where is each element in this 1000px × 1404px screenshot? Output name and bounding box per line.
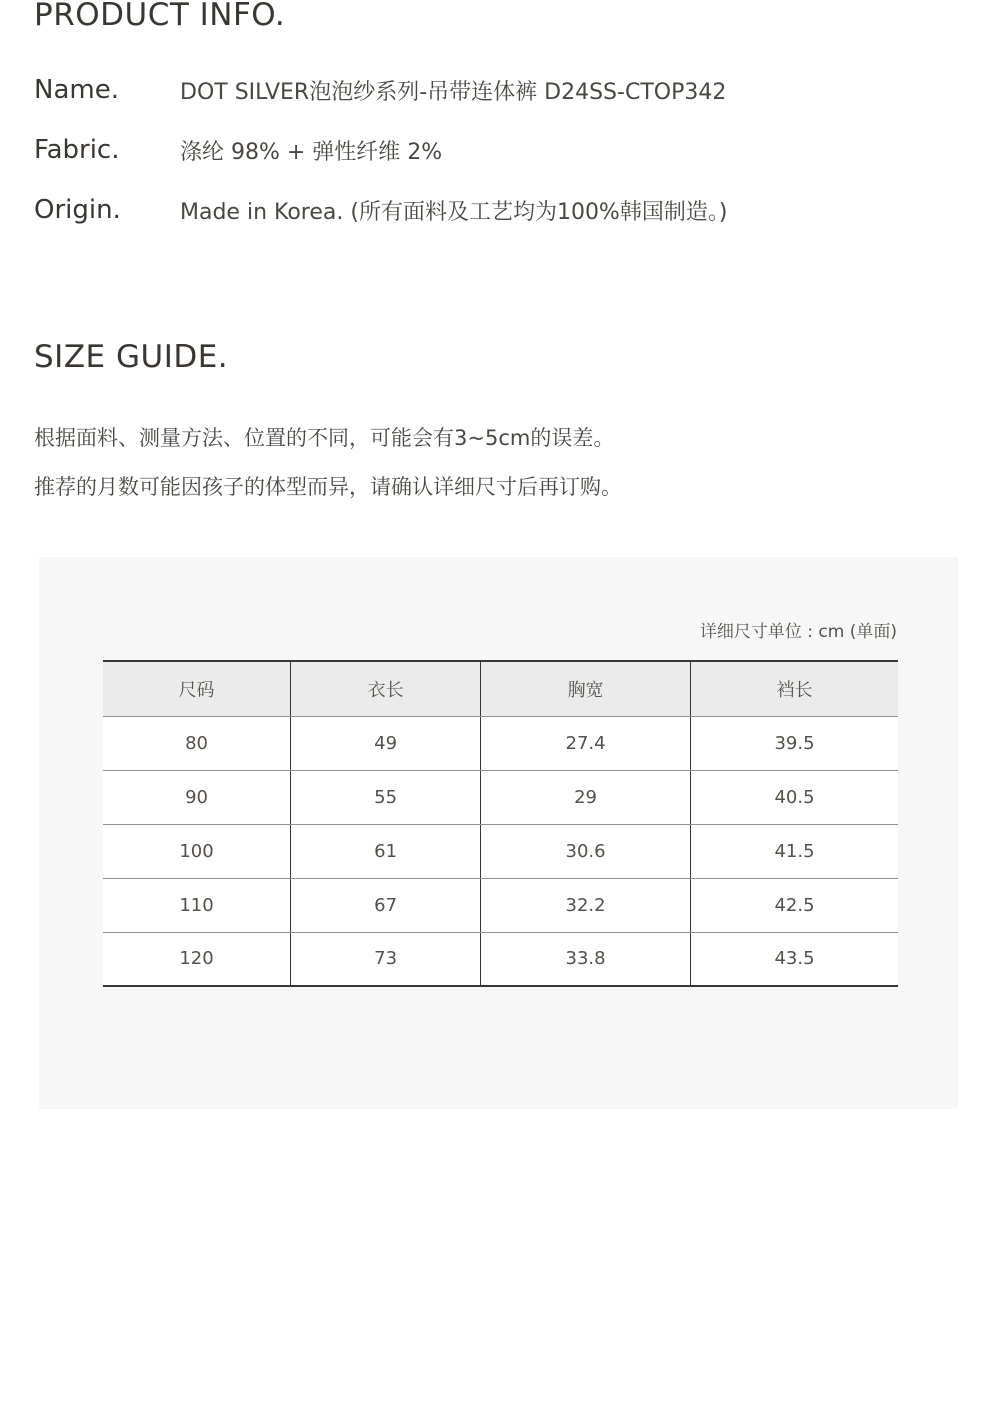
size-table-panel bbox=[39, 557, 958, 1109]
table-row bbox=[103, 932, 898, 986]
cell-rise: 43.5 bbox=[691, 932, 898, 986]
size-guide-note-2: 推荐的月数可能因孩子的体型而异，请确认详细尺寸后再订购。 bbox=[34, 475, 622, 499]
size-guide-note-1: 根据面料、测量方法、位置的不同，可能会有3~5cm的误差。 bbox=[34, 426, 615, 450]
header-rise: 裆长 bbox=[691, 661, 898, 716]
cell-chest-width: 30.6 bbox=[481, 824, 691, 878]
info-value-origin: Made in Korea. (所有面料及工艺均为100%韩国制造。) bbox=[180, 199, 728, 225]
cell-length: 49 bbox=[291, 716, 481, 770]
table-header-row bbox=[103, 661, 898, 716]
info-value-fabric: 涤纶 98% + 弹性纤维 2% bbox=[180, 139, 443, 165]
table-row bbox=[103, 716, 898, 770]
product-info-title: PRODUCT INFO. bbox=[34, 0, 286, 33]
info-label-name: Name. bbox=[34, 75, 119, 105]
cell-size: 110 bbox=[103, 878, 291, 932]
info-row-fabric bbox=[34, 132, 442, 168]
cell-size: 80 bbox=[103, 716, 291, 770]
cell-size: 90 bbox=[103, 770, 291, 824]
cell-length: 55 bbox=[291, 770, 481, 824]
cell-size: 120 bbox=[103, 932, 291, 986]
cell-chest-width: 29 bbox=[481, 770, 691, 824]
info-row-origin bbox=[34, 192, 727, 228]
cell-chest-width: 27.4 bbox=[481, 716, 691, 770]
cell-chest-width: 33.8 bbox=[481, 932, 691, 986]
cell-size: 100 bbox=[103, 824, 291, 878]
info-value-name: DOT SILVER泡泡纱系列-吊带连体裤 D24SS-CTOP342 bbox=[180, 79, 727, 105]
cell-length: 67 bbox=[291, 878, 481, 932]
info-label-origin: Origin. bbox=[34, 195, 121, 225]
header-length: 衣长 bbox=[291, 661, 481, 716]
size-guide-title: SIZE GUIDE. bbox=[34, 339, 229, 375]
cell-rise: 40.5 bbox=[691, 770, 898, 824]
header-size: 尺码 bbox=[103, 661, 291, 716]
cell-chest-width: 32.2 bbox=[481, 878, 691, 932]
table-row bbox=[103, 770, 898, 824]
info-label-fabric: Fabric. bbox=[34, 135, 120, 165]
cell-length: 61 bbox=[291, 824, 481, 878]
table-row bbox=[103, 824, 898, 878]
table-row bbox=[103, 878, 898, 932]
unit-note: 详细尺寸单位 : cm (单面) bbox=[699, 622, 897, 642]
cell-rise: 39.5 bbox=[691, 716, 898, 770]
cell-rise: 41.5 bbox=[691, 824, 898, 878]
size-table bbox=[103, 660, 898, 987]
cell-rise: 42.5 bbox=[691, 878, 898, 932]
info-row-name bbox=[34, 72, 726, 108]
header-chest-width: 胸宽 bbox=[481, 661, 691, 716]
cell-length: 73 bbox=[291, 932, 481, 986]
